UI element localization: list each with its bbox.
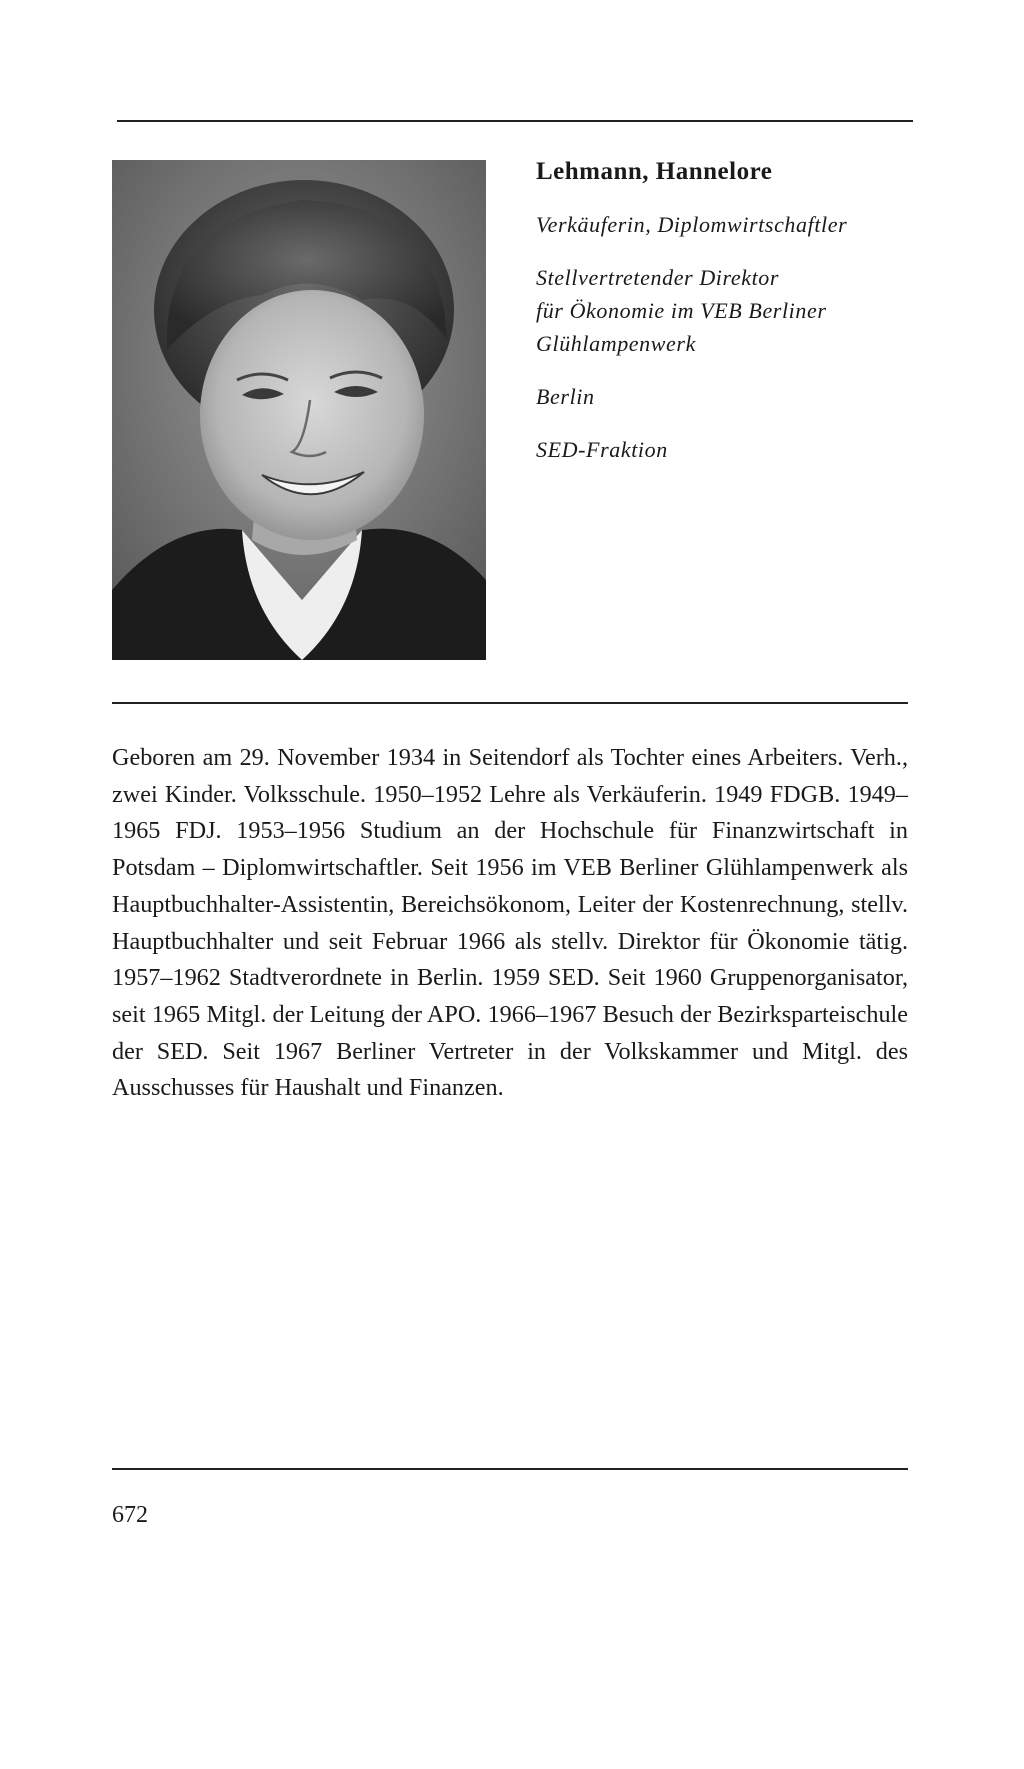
professions: Verkäuferin, Diplomwirtschaftler: [536, 212, 848, 237]
middle-divider: [112, 702, 908, 704]
page-number: 672: [112, 1502, 148, 1528]
portrait-photo: [112, 160, 486, 660]
faction: SED-Fraktion: [536, 437, 668, 462]
entry-header: [536, 156, 916, 466]
top-divider: [117, 120, 913, 122]
portrait-image: [112, 160, 486, 660]
city: Berlin: [536, 384, 595, 409]
bottom-divider: [112, 1468, 908, 1470]
position-line: für Ökonomie im VEB Berliner: [536, 298, 827, 323]
biography-text: Geboren am 29. November 1934 in Seitendorf als Tochter eines Arbeiters. Verh., zwei Kinder. Volksschule. 1950–1952 Lehre als Verkäuferin. 1949 FDGB. 1949–1965 FDJ. 1953–1956 Studium an der Hochschule für Finanzwirtschaft in Potsdam – Diplomwirtschaftler. Seit 1956 im VEB Berliner Glühlampenwerk als Hauptbuchhalter-Assistentin, Bereichsökonom, Leiter der Kostenrechnung, stellv. Hauptbuchhalter und seit Februar 1966 als stellv. Direktor für Ökonomie tätig. 1957–1962 Stadtverordnete in Berlin. 1959 SED. Seit 1960 Gruppenorganisator, seit 1965 Mitgl. der Leitung der APO. 1966–1967 Besuch der Bezirksparteischule der SED. Seit 1967 Berliner Vertreter in der Volkskammer und Mitgl. des Ausschusses für Haushalt und Finanzen.: [112, 744, 908, 1102]
person-name: Lehmann, Hannelore: [536, 158, 773, 185]
position-line: Glühlampenwerk: [536, 331, 696, 356]
position-line: Stellvertretender Direktor: [536, 265, 780, 290]
